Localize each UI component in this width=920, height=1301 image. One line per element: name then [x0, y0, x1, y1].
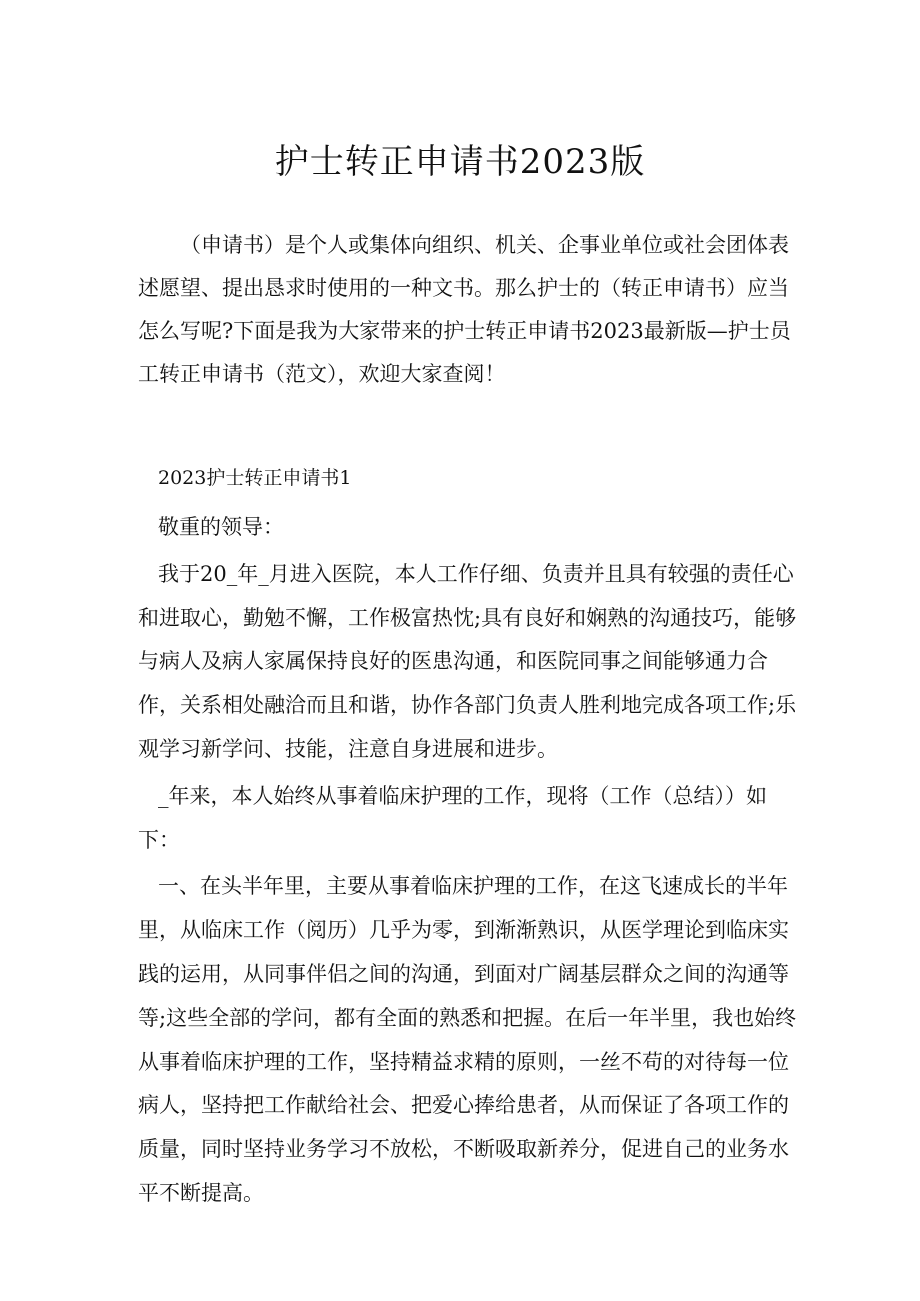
intro-paragraph: （申请书）是个人或集体向组织、机关、企事业单位或社会团体表述愿望、提出恳求时使用的一种文书。那么护士的（转正申请书）应当怎么写呢?下面是我为大家带来的护士转正申请书2023最新版—护士员工转正申请书（范文），欢迎大家查阅！ [138, 233, 791, 386]
body-paragraph-3: 一、在头半年里，主要从事着临床护理的工作，在这飞速成长的半年里，从临床工作（阅历）几乎为零，到渐渐熟识，从医学理论到临床实践的运用，从同事伴侣之间的沟通，到面对广阔基层群众之间的沟通等等;这些全部的学问，都有全面的熟悉和把握。在后一年半里，我也始终从事着临床护理的工作，坚持精益求精的原则，一丝不苟的对待每一位病人，坚持把工作献给社会、把爱心捧给患者，从而保证了各项工作的质量，同时坚持业务学习不放松，不断吸取新养分，促进自己的业务水平不断提高。 [138, 874, 797, 1205]
body-paragraph-2: _年来，本人始终从事着临床护理的工作，现将（工作（总结））如下： [138, 783, 767, 852]
letter-body [138, 506, 798, 1219]
body-paragraph-1: 我于20_年_月进入医院，本人工作仔细、负责并且具有较强的责任心和进取心，勤勉不懈，工作极富热忱;具有良好和娴熟的沟通技巧，能够与病人及病人家属保持良好的医患沟通，和医院同事之间能够通力合作，关系相处融洽而且和谐，协作各部门负责人胜利地完成各项工作;乐观学习新学问、技能，注意自身进展和进步。 [138, 561, 797, 761]
salutation: 敬重的领导： [158, 515, 284, 539]
document-title: 护士转正申请书2023版 [274, 142, 646, 182]
section-heading: 2023护士转正申请书1 [158, 467, 352, 489]
